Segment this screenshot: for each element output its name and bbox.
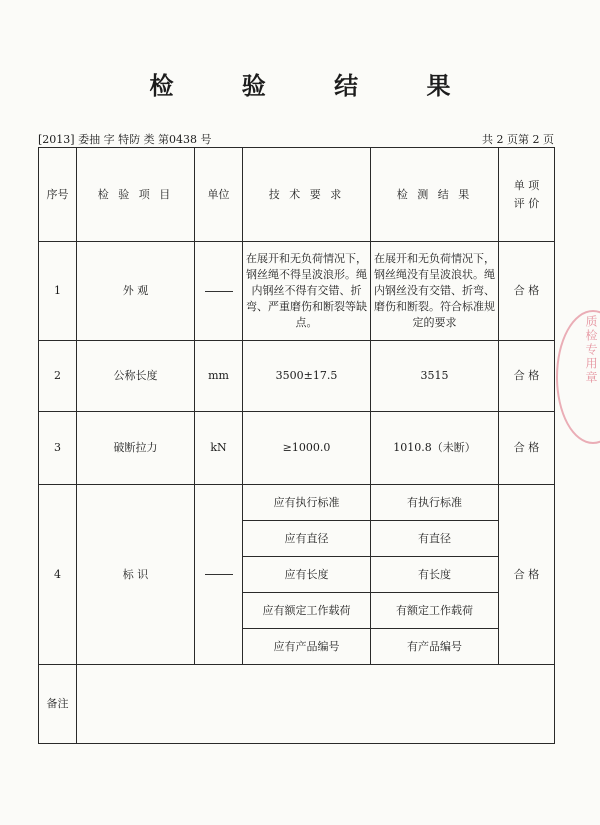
header-item: 检 验 项 目: [77, 148, 195, 242]
sub-result: 有产品编号: [407, 639, 462, 653]
row-result: 3515: [371, 341, 499, 412]
header-verdict-line2: 评 价: [513, 196, 540, 210]
row-seq: 2: [39, 341, 77, 412]
seal-stamp: 质检专用章: [584, 315, 598, 385]
sub-requirement: 应有执行标准: [243, 485, 371, 521]
row-unit: kN: [195, 412, 243, 485]
header-verdict-line1: 单 项: [513, 178, 540, 192]
row-result: 1010.8（未断）: [371, 412, 499, 485]
row-verdict: 合 格: [499, 485, 555, 665]
row-seq: 1: [39, 242, 77, 341]
sub-row: [243, 629, 498, 665]
table-row: [39, 242, 555, 341]
row-seq: 4: [39, 485, 77, 665]
row-requirement: ≥1000.0: [243, 412, 371, 485]
row-verdict: 合 格: [499, 242, 555, 341]
row-item: 破断拉力: [77, 412, 195, 485]
marking-subtable-cell: [243, 485, 499, 665]
header-unit: 单位: [195, 148, 243, 242]
row-seq: 3: [39, 412, 77, 485]
remarks-row: [39, 665, 555, 744]
header-seq: 序号: [39, 148, 77, 242]
sub-row: [243, 593, 498, 629]
inspection-results-table: [38, 147, 555, 744]
remarks-label: 备注: [39, 665, 77, 744]
marking-subtable: [243, 485, 498, 664]
sub-row: [243, 521, 498, 557]
header-requirement: 技 术 要 求: [243, 148, 371, 242]
row-item: 标 识: [77, 485, 195, 665]
sub-row: [243, 485, 498, 521]
header-result: 检 测 结 果: [371, 148, 499, 242]
sub-result: 有额定工作载荷: [371, 593, 499, 629]
dash-mark: [205, 291, 233, 292]
sub-result: 有长度: [371, 557, 499, 593]
dash-mark: [205, 574, 233, 575]
row-requirement: 在展开和无负荷情况下，钢丝绳不得呈波浪形。绳内钢丝不得有交错、折弯、严重磨伤和断裂等缺点。: [243, 242, 371, 341]
table-row: [39, 341, 555, 412]
page-info: 共 2 页第 2 页: [482, 133, 554, 146]
page-title: 检 验 结 果: [149, 71, 481, 100]
sub-requirement: 应有产品编号: [243, 629, 371, 665]
remarks-value: [77, 665, 555, 744]
table-row: [39, 485, 555, 665]
row-result: 在展开和无负荷情况下，钢丝绳没有呈波浪状。绳内钢丝没有交错、折弯、磨伤和断裂。符合标准规定的要求: [371, 242, 499, 341]
sub-result: 有直径: [371, 521, 499, 557]
row-item: 公称长度: [77, 341, 195, 412]
header-verdict: [499, 148, 555, 242]
table-header-row: [39, 148, 555, 242]
row-requirement: 3500±17.5: [243, 341, 371, 412]
report-number: [2013] 委抽 字 特防 类 第0438 号: [38, 133, 212, 146]
table-row: [39, 412, 555, 485]
sub-row: [243, 557, 498, 593]
sub-requirement: 应有长度: [243, 557, 371, 593]
row-unit: mm: [195, 341, 243, 412]
sub-requirement: 应有额定工作载荷: [243, 593, 371, 629]
row-unit: [195, 485, 243, 665]
row-item: 外 观: [77, 242, 195, 341]
sub-result: 有执行标准: [371, 485, 499, 521]
sub-requirement: 应有直径: [243, 521, 371, 557]
row-verdict: 合 格: [499, 412, 555, 485]
row-unit: [195, 242, 243, 341]
row-verdict: 合 格: [499, 341, 555, 412]
